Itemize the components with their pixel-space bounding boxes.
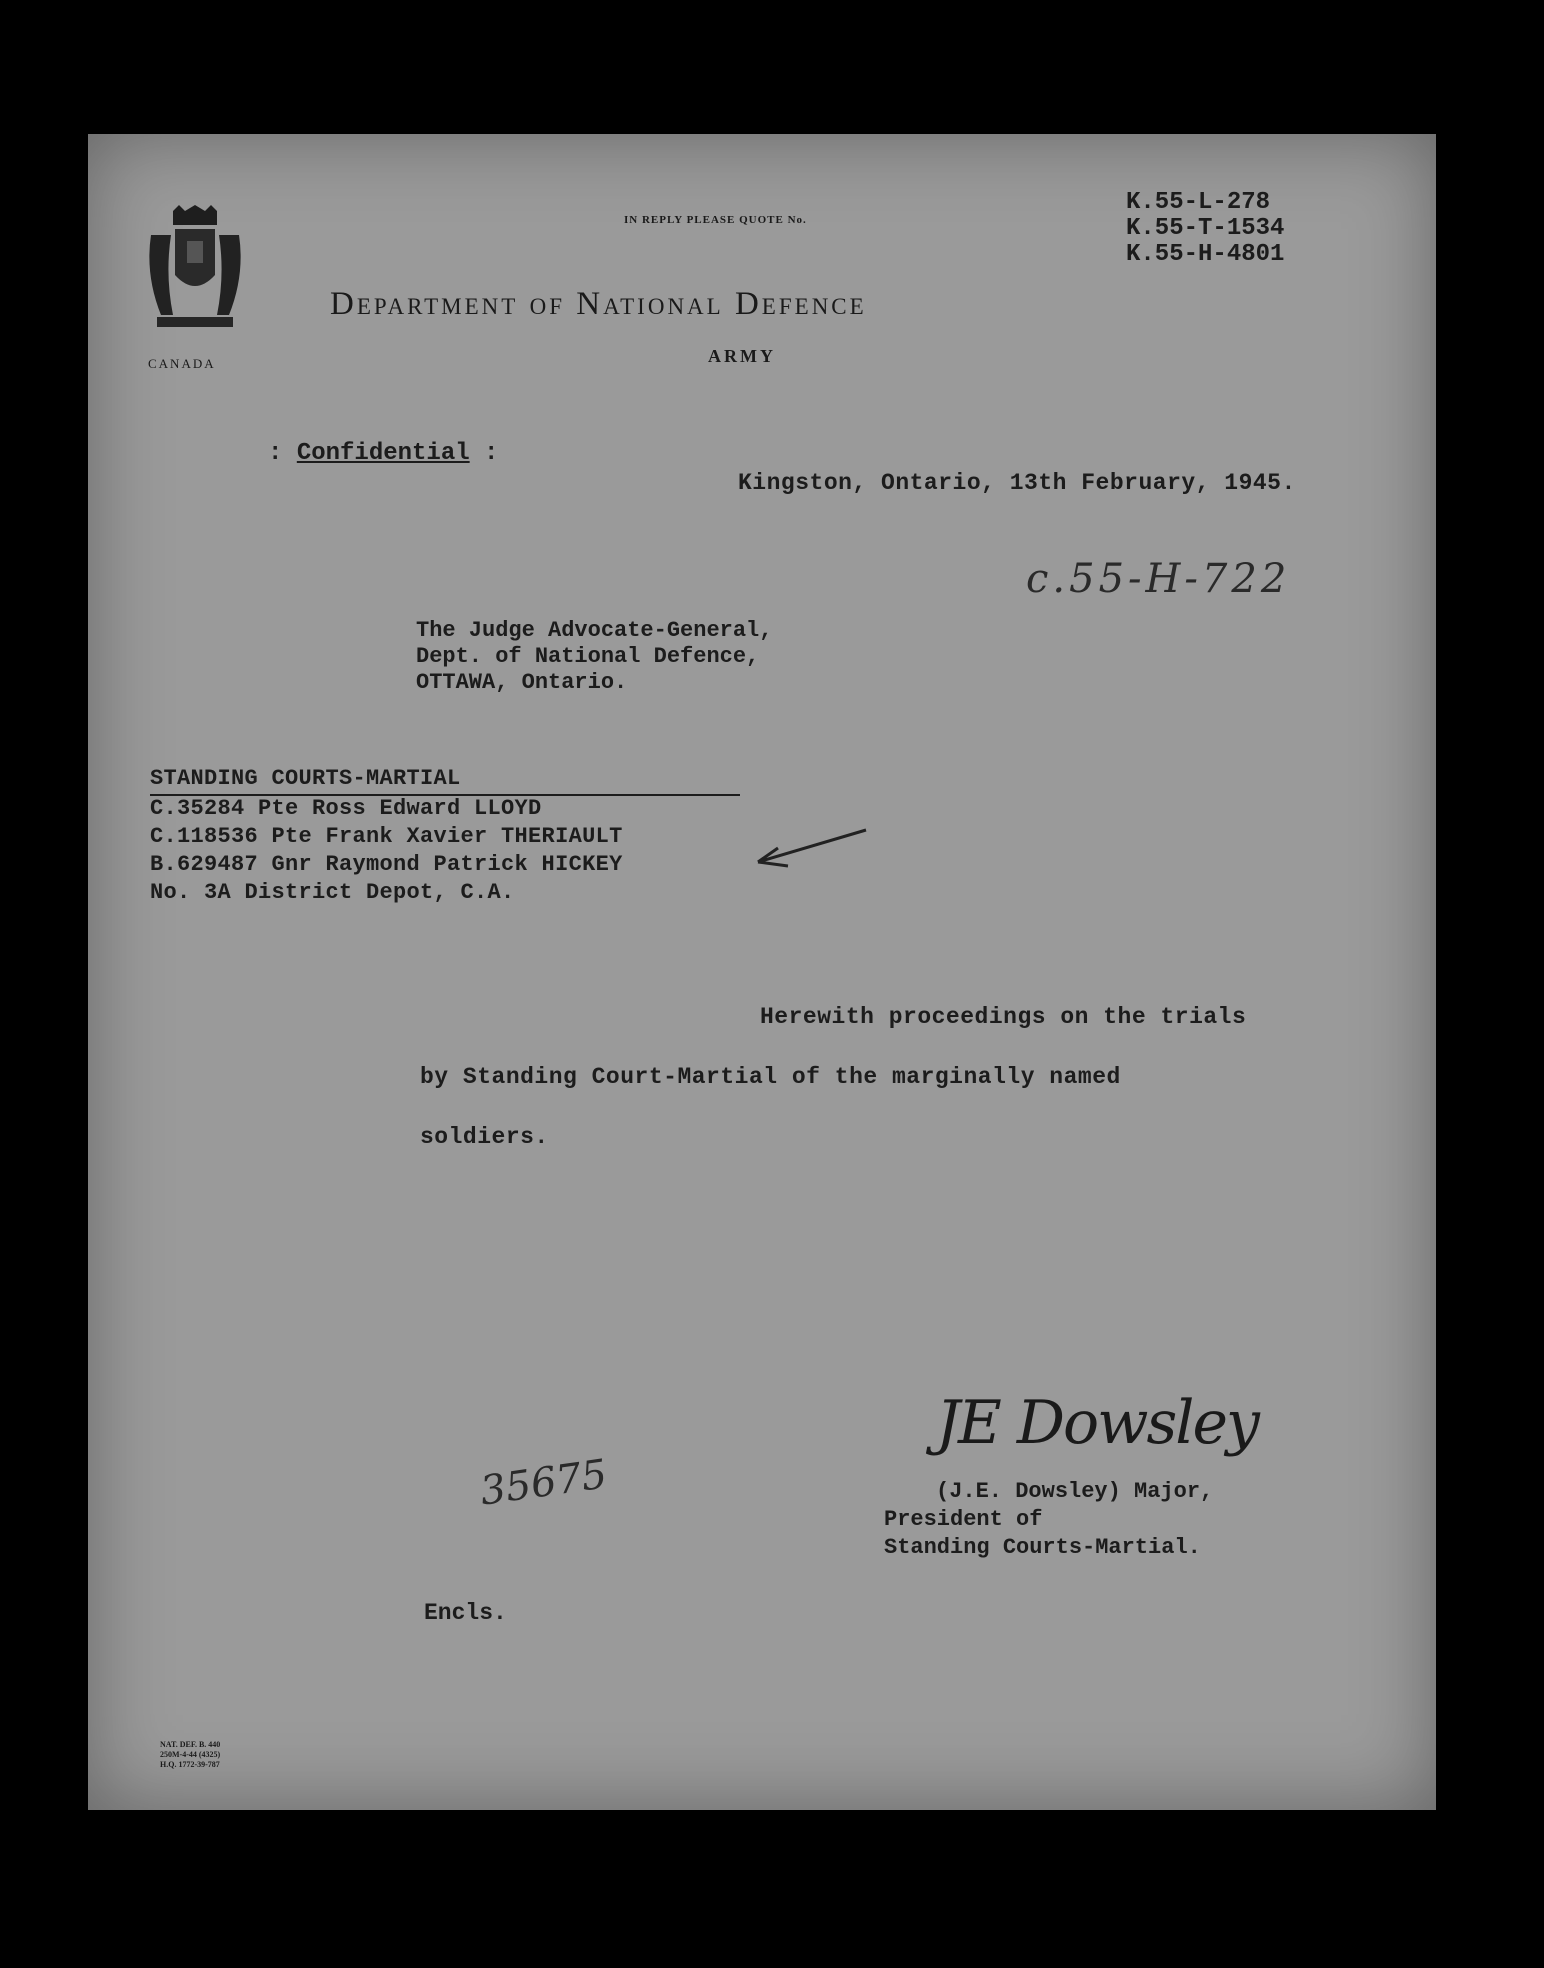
- form-code-line: NAT. DEF. B. 440: [160, 1740, 221, 1749]
- signature-line: President of: [884, 1507, 1043, 1532]
- handwritten-number: 35675: [477, 1451, 610, 1515]
- form-code-line: H.Q. 1772-39-787: [160, 1760, 220, 1769]
- reference-number: K.55-T-1534: [1126, 215, 1285, 242]
- subject-line: B.629487 Gnr Raymond Patrick HICKEY: [150, 852, 623, 877]
- enclosure-note: Encls.: [424, 1600, 507, 1626]
- handwritten-arrow-icon: [748, 826, 868, 876]
- reference-number: K.55-L-278: [1126, 189, 1271, 216]
- subject-line: C.35284 Pte Ross Edward LLOYD: [150, 796, 542, 821]
- reply-note: IN REPLY PLEASE QUOTE No.: [624, 214, 807, 226]
- reference-numbers: [1126, 190, 1284, 268]
- place-date: Kingston, Ontario, 13th February, 1945.: [738, 470, 1296, 496]
- subject-heading: STANDING COURTS-MARTIAL: [150, 766, 740, 796]
- branch-title: ARMY: [708, 346, 776, 366]
- addressee-line: OTTAWA, Ontario.: [416, 670, 628, 695]
- subject-block: [150, 766, 740, 908]
- body-line: Herewith proceedings on the trials: [760, 1004, 1247, 1030]
- crest-caption: CANADA: [148, 356, 216, 371]
- subject-line: No. 3A District Depot, C.A.: [150, 880, 515, 905]
- classification-text: Confidential: [296, 440, 470, 467]
- body-line: by Standing Court-Martial of the marginally named: [420, 1064, 1121, 1090]
- form-code-line: 250M-4-44 (4325): [160, 1750, 221, 1759]
- handwritten-signature: JE Dowsley: [936, 1388, 1258, 1458]
- reference-number: K.55-H-4801: [1126, 241, 1285, 268]
- addressee-line: Dept. of National Defence,: [416, 644, 760, 669]
- department-title: Department of National Defence: [330, 286, 867, 322]
- letter-page: [88, 134, 1436, 1810]
- form-code: [160, 1740, 220, 1770]
- signature-line: (J.E. Dowsley) Major,: [936, 1479, 1214, 1504]
- addressee-block: [416, 618, 772, 696]
- addressee-line: The Judge Advocate-General,: [416, 618, 773, 643]
- signature-line: Standing Courts-Martial.: [884, 1535, 1201, 1560]
- body-line: soldiers.: [420, 1124, 549, 1150]
- subject-line: C.118536 Pte Frank Xavier THERIAULT: [150, 824, 623, 849]
- signature-block: [884, 1478, 1213, 1562]
- classification-marking: : Confidential :: [268, 440, 499, 467]
- handwritten-file-number: c.55-H-722: [1026, 556, 1291, 602]
- coat-of-arms-icon: [143, 205, 247, 360]
